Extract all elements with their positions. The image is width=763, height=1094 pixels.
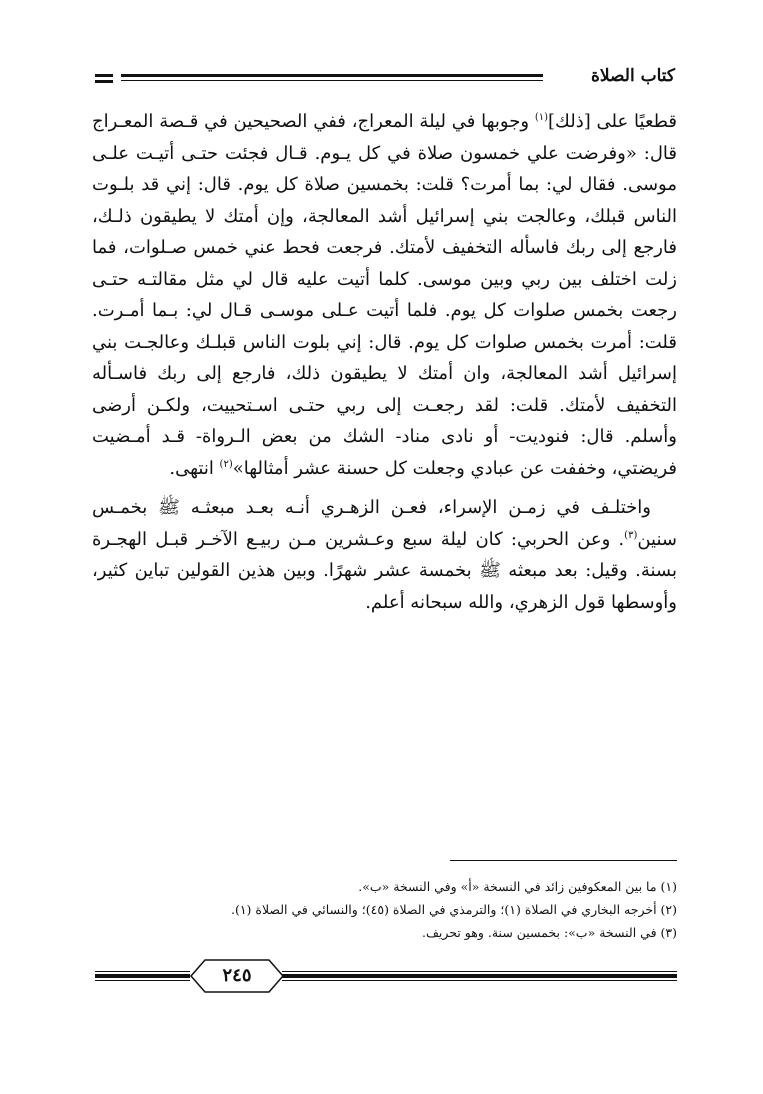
- page-number-frame: [177, 957, 297, 995]
- footnote-2: (٢) أخرجه البخاري في الصلاة (١)؛ والترمذي في الصلاة (٤٥)؛ والنسائي في الصلاة (١).: [230, 902, 677, 917]
- footnote-ref-1[interactable]: (١): [534, 112, 549, 123]
- paragraph-2: واختلـف في زمـن الإسراء، فعـن الزهـري أنـه بعـد مبعثـه ﷺ بخمـس سنين$^{(٣)}$. وعن الحربي: كان ليلة سبع وعـشرين مـن ربيـع الآخـر قبـل الهجـرة بسنة. وقيل: بعد مبعثه ﷺ بخمسة عشر شهرًا. وبين هذين القولين تباين كثير، وأوسطها قول الزهري، والله سبحانه أعلم.: [92, 497, 677, 613]
- footnote-separator: [450, 860, 677, 861]
- running-header: [95, 62, 675, 96]
- footnote-1: (١) ما بين المعكوفين زائد في النسخة «أ» وفي النسخة «ب».: [358, 879, 677, 894]
- page-footer: [95, 957, 677, 997]
- main-text: [92, 106, 677, 618]
- page-number: ٢٤٥: [222, 965, 252, 986]
- footnotes: [92, 875, 677, 944]
- paragraph-1: قطعيًا على [ذلك]$^{(١)}$ وجوبها في ليلة المعراج، ففي الصحيحين في قـصة المعـراج قال: «وفرضت علي خمسون صلاة في كل يـوم. قـال فجئت حتـى أتيـت علـى موسى. فقال لي: بما أمرت؟ قلت: بخمسين صلاة كل يوم. قال: إني قد بلـوت الناس قبلك، وعالجت بني إسرائيل أشد المعالجة، وإن أمتك لا يطيقون ذلـك، فارجع إلى ربك فاسأله التخفيف لأمتك. فرجعت فحط عني خمس صـلوات، فما زلت اختلف بين ربي وبين موسى. كلما أتيت عليه قال لي مثل مقالتـه حتـى رجعت بخمس صلوات كل يوم. فلما أتيت عـلى موسـى قـال لي: بـما أمـرت. قلت: أمرت بخمس صلوات كل يوم. قال: إني بلوت الناس قبلـك وعالجـت بني إسرائيل أشد المعالجة، وان أمتك لا يطيقون ذلك، فارجع إلى ربك فاسـأله التخفيف لأمتك. قلت: لقد رجعـت إلى ربي حتـى اسـتحييت، ولكـن أرضى وأسلم. قال: فنوديت- أو نادى مناد- الشك من بعض الـرواة- قـد أمـضيت فريضتي، وخففت عن عبادي وجعلت كل حسنة عشر أمثالها»$^{(٢)}$ انتهى.: [92, 111, 677, 479]
- footer-rule-right: [282, 971, 677, 980]
- footnote-ref-3[interactable]: (٣): [624, 529, 638, 541]
- header-rule: [121, 74, 543, 81]
- footnote-ref-2[interactable]: (٢): [219, 458, 233, 470]
- header-ornament: [95, 74, 113, 86]
- footer-rule-left: [95, 971, 190, 980]
- footnote-3: (٣) في النسخة «ب»: بخمسين سنة. وهو تحريف.: [422, 925, 677, 940]
- chapter-title: كتاب الصلاة: [590, 66, 675, 86]
